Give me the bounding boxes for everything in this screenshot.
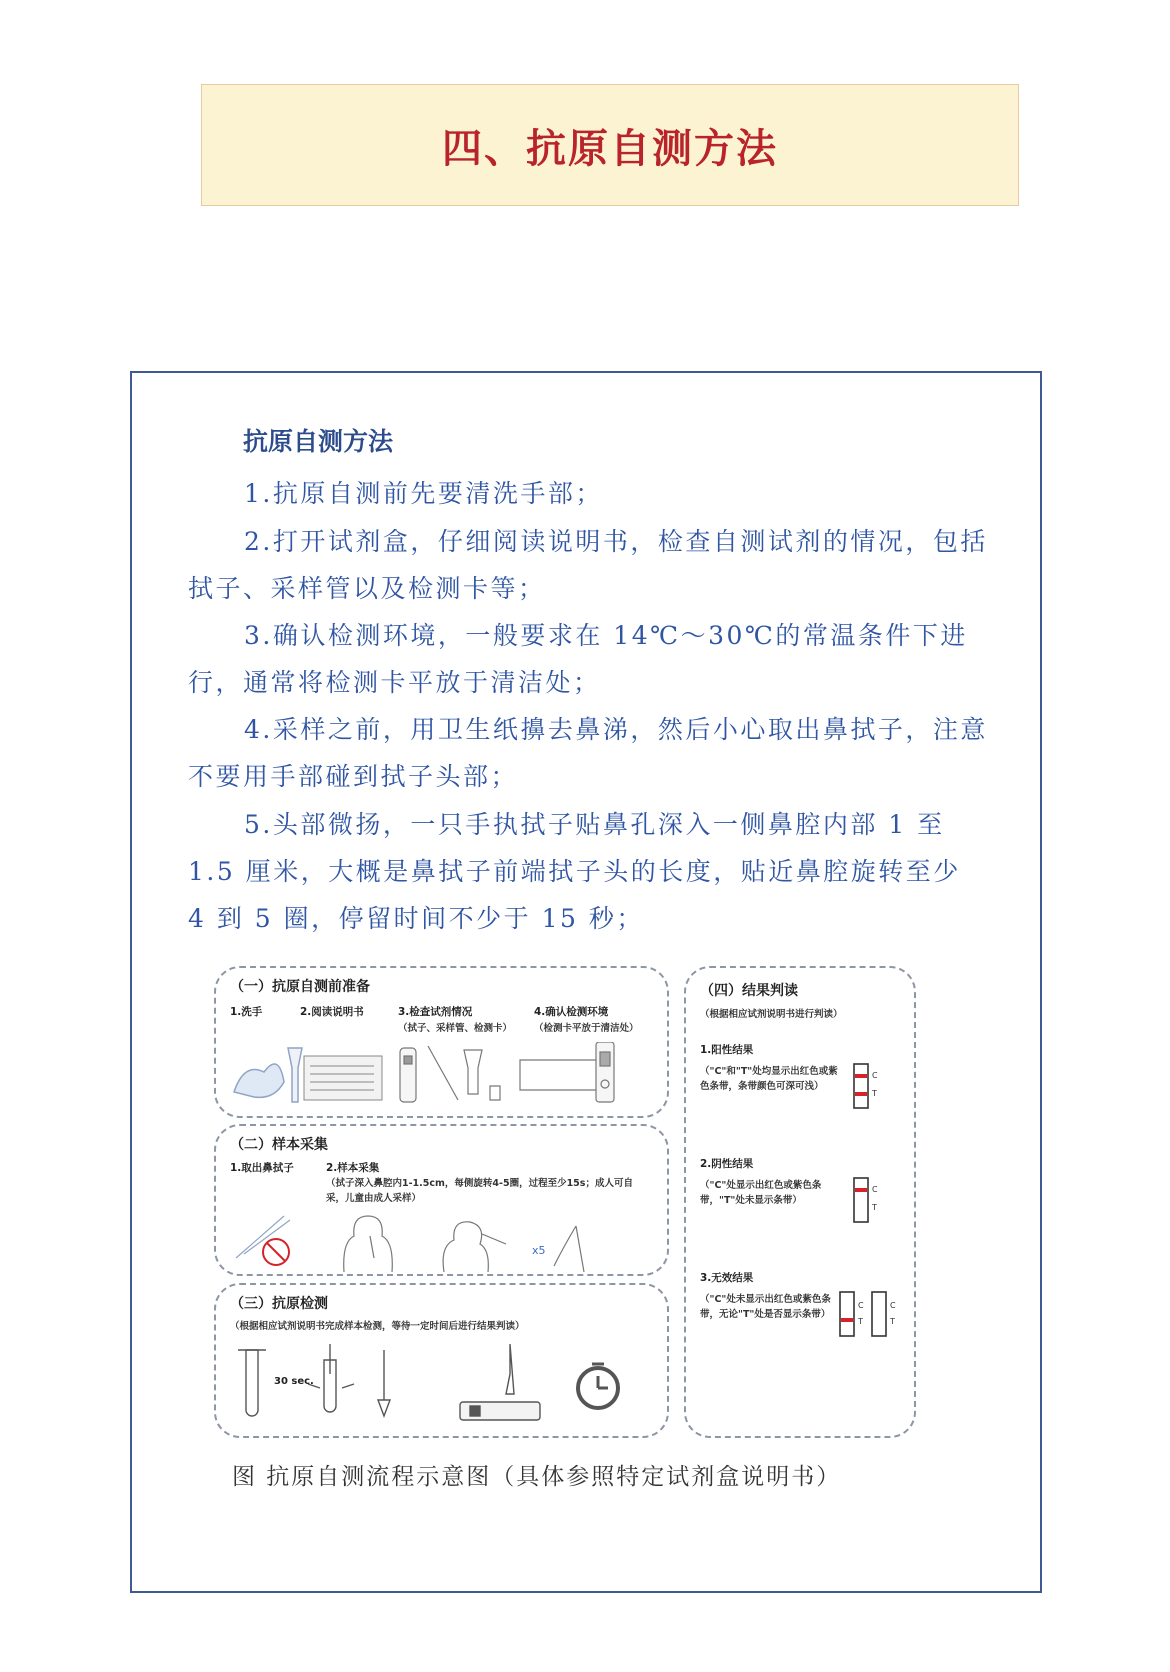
positive-strip — [854, 1064, 868, 1108]
strip-t-label: T — [858, 1317, 863, 1326]
figure-caption: 图 抗原自测流程示意图（具体参照特定试剂盒说明书） — [232, 1464, 842, 1490]
step-wash-hands: 1.洗手 — [230, 1006, 263, 1018]
result-strips — [838, 1054, 908, 1354]
paragraph-5: 5.头部微扬，一只手执拭子贴鼻孔深入一侧鼻腔内部 1 至 1.5 厘米，大概是鼻拭子前端拭子头的长度，贴近鼻腔旋转至少 4 到 5 圈，停留时间不少于 15 秒； — [188, 810, 961, 933]
step-collect-sample: 2.样本采集 — [326, 1162, 380, 1174]
strip-c-label: C — [872, 1071, 878, 1080]
testing-section-title: （三）抗原检测 — [230, 1296, 328, 1312]
strip-c-label: C — [858, 1301, 864, 1310]
prep-section-title: （一）抗原自测前准备 — [230, 979, 370, 995]
positive-t-band — [855, 1092, 867, 1096]
invalid-strip-a — [840, 1292, 854, 1336]
paragraph-2: 2.打开试剂盒，仔细阅读说明书，检查自测试剂的情况，包括拭子、采样管以及检测卡等； — [188, 527, 988, 603]
prep-illustrations — [224, 1042, 664, 1104]
testing-note: （根据相应试剂说明书完成样本检测，等待一定时间后进行结果判读） — [230, 1321, 525, 1332]
paragraph-3: 3.确认检测环境，一般要求在 14℃～30℃的常温条件下进行，通常将检测卡平放于清洁处； — [188, 621, 968, 697]
strip-t-label: T — [872, 1089, 877, 1098]
paragraph-4: 4.采样之前，用卫生纸擤去鼻涕，然后小心取出鼻拭子，注意不要用手部碰到拭子头部； — [188, 715, 988, 791]
step-take-swab: 1.取出鼻拭子 — [230, 1162, 294, 1174]
positive-desc: （"C"和"T"处均显示出红色或紫色条带，条带颜色可深可浅） — [700, 1066, 838, 1092]
negative-label: 2.阴性结果 — [700, 1158, 754, 1170]
sampling-section-title: （二）样本采集 — [230, 1137, 328, 1153]
result-note: （根据相应试剂说明书进行判读） — [700, 1009, 843, 1020]
testing-illustrations — [224, 1340, 664, 1430]
positive-c-band — [855, 1074, 867, 1078]
positive-label: 1.阳性结果 — [700, 1044, 754, 1056]
invalid-desc: （"C"处未显示出红色或紫色条带，无论"T"处是否显示条带） — [700, 1294, 831, 1320]
timer-label: 30 sec. — [274, 1376, 314, 1387]
sampling-note: （拭子深入鼻腔内1-1.5cm，每侧旋转4-5圈，过程至少15s；成人可自采，儿童由成人采样） — [326, 1178, 633, 1204]
step-read-manual: 2.阅读说明书 — [300, 1006, 364, 1018]
step-check-reagent: 3.检查试剂情况 — [398, 1006, 473, 1018]
strip-t-label: T — [890, 1317, 895, 1326]
check-reagent-note: （拭子、采样管、检测卡） — [398, 1023, 513, 1034]
banner-title: 四、抗原自测方法 — [442, 125, 778, 172]
negative-c-band — [855, 1188, 867, 1192]
confirm-environment-note: （检测卡平放于清洁处） — [534, 1023, 639, 1034]
sampling-illustrations — [224, 1206, 664, 1272]
document-heading: 抗原自测方法 — [243, 427, 394, 456]
negative-desc: （"C"处显示出红色或紫色条带，"T"处未显示条带） — [700, 1180, 822, 1206]
strip-c-label: C — [890, 1301, 896, 1310]
paragraph-1: 1.抗原自测前先要清洗手部； — [244, 479, 603, 508]
invalid-t-band — [841, 1318, 853, 1322]
section-banner — [201, 84, 1019, 206]
invalid-strip-b — [872, 1292, 886, 1336]
result-section-title: （四）结果判读 — [700, 983, 798, 999]
step-confirm-environment: 4.确认检测环境 — [534, 1006, 609, 1018]
negative-strip — [854, 1178, 868, 1222]
rotation-count: x5 — [532, 1244, 546, 1257]
strip-c-label: C — [872, 1185, 878, 1194]
invalid-label: 3.无效结果 — [700, 1272, 754, 1284]
strip-t-label: T — [872, 1203, 877, 1212]
